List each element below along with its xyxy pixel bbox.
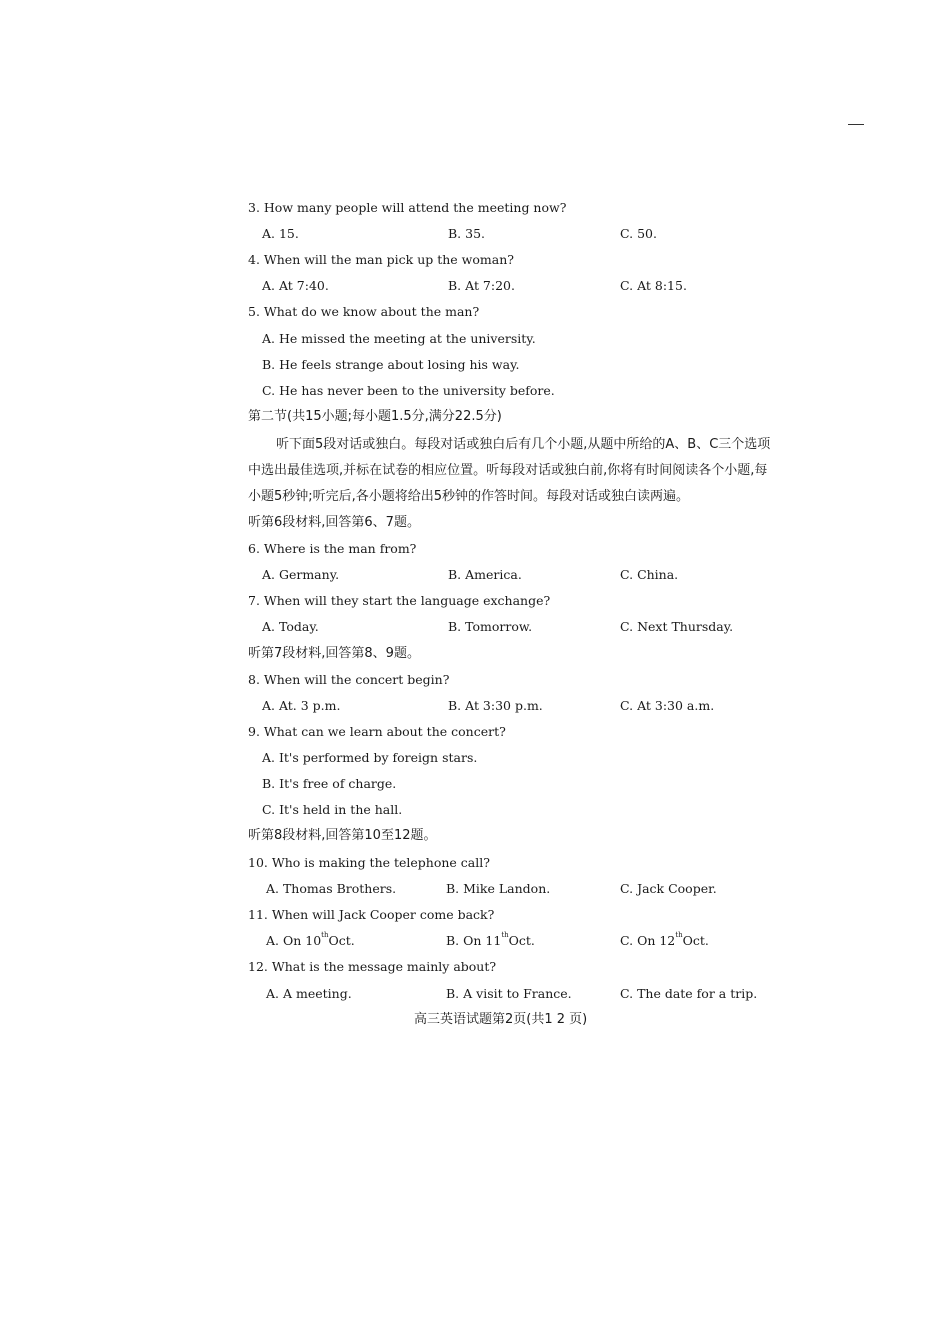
option-a: A. At 7:40. <box>262 278 329 293</box>
option-a: A. A meeting. <box>266 986 352 1001</box>
option-c: C. At 3:30 a.m. <box>620 698 715 713</box>
option-b: B. America. <box>448 567 522 582</box>
option-c: C. Next Thursday. <box>620 619 734 634</box>
option-c: C. At 8:15. <box>620 278 687 293</box>
question-6: 6. Where is the man from? <box>248 541 417 556</box>
question-7: 7. When will they start the language exchange? <box>248 593 551 608</box>
question-5: 5. What do we know about the man? <box>248 304 480 319</box>
option-c: C. 50. <box>620 226 657 241</box>
option-c: C. The date for a trip. <box>620 986 758 1001</box>
option-b: B. On 11thOct. <box>446 931 535 948</box>
option-b: B. At 3:30 p.m. <box>448 698 543 713</box>
option-c: C. China. <box>620 567 679 582</box>
option-a: A. At. 3 p.m. <box>262 698 341 713</box>
option-b: B. A visit to France. <box>446 986 572 1001</box>
option-c: C. Jack Cooper. <box>620 881 717 896</box>
group-6-intro: 听第6段材料,回答第6、7题。 <box>248 515 420 530</box>
page-footer: 高三英语试题第2页(共1 2 页) <box>414 1012 588 1027</box>
question-3: 3. How many people will attend the meeting now? <box>248 200 567 215</box>
option-c: C. It's held in the hall. <box>262 802 403 817</box>
instructions-line-1: 听下面5段对话或独白。每段对话或独白后有几个小题,从题中所给的A、B、C三个选项 <box>276 437 771 452</box>
question-9: 9. What can we learn about the concert? <box>248 724 506 739</box>
option-c: C. He has never been to the university before. <box>262 383 555 398</box>
option-b: B. At 7:20. <box>448 278 515 293</box>
question-4: 4. When will the man pick up the woman? <box>248 252 514 267</box>
section-heading: 第二节(共15小题;每小题1.5分,满分22.5分) <box>248 409 502 424</box>
option-a: A. He missed the meeting at the university. <box>262 331 536 346</box>
question-10: 10. Who is making the telephone call? <box>248 855 490 870</box>
option-b: B. Mike Landon. <box>446 881 551 896</box>
option-a: A. It's performed by foreign stars. <box>262 750 478 765</box>
option-b: B. He feels strange about losing his way. <box>262 357 520 372</box>
group-7-intro: 听第7段材料,回答第8、9题。 <box>248 646 420 661</box>
instructions-line-3: 小题5秒钟;听完后,各小题将给出5秒钟的作答时间。每段对话或独白读两遍。 <box>248 489 690 504</box>
question-11: 11. When will Jack Cooper come back? <box>248 907 495 922</box>
group-8-intro: 听第8段材料,回答第10至12题。 <box>248 828 437 843</box>
option-b: B. 35. <box>448 226 486 241</box>
option-c: C. On 12thOct. <box>620 931 709 948</box>
option-a: A. Today. <box>262 619 319 634</box>
option-a: A. 15. <box>262 226 299 241</box>
question-12: 12. What is the message mainly about? <box>248 959 497 974</box>
option-b: B. It's free of charge. <box>262 776 397 791</box>
option-a: A. Thomas Brothers. <box>266 881 397 896</box>
question-8: 8. When will the concert begin? <box>248 672 450 687</box>
option-b: B. Tomorrow. <box>448 619 533 634</box>
instructions-line-2: 中选出最佳选项,并标在试卷的相应位置。听每段对话或独白前,你将有时间阅读各个小题,每 <box>248 463 768 478</box>
option-a: A. Germany. <box>262 567 340 582</box>
corner-mark <box>848 124 864 125</box>
option-a: A. On 10thOct. <box>266 931 355 948</box>
